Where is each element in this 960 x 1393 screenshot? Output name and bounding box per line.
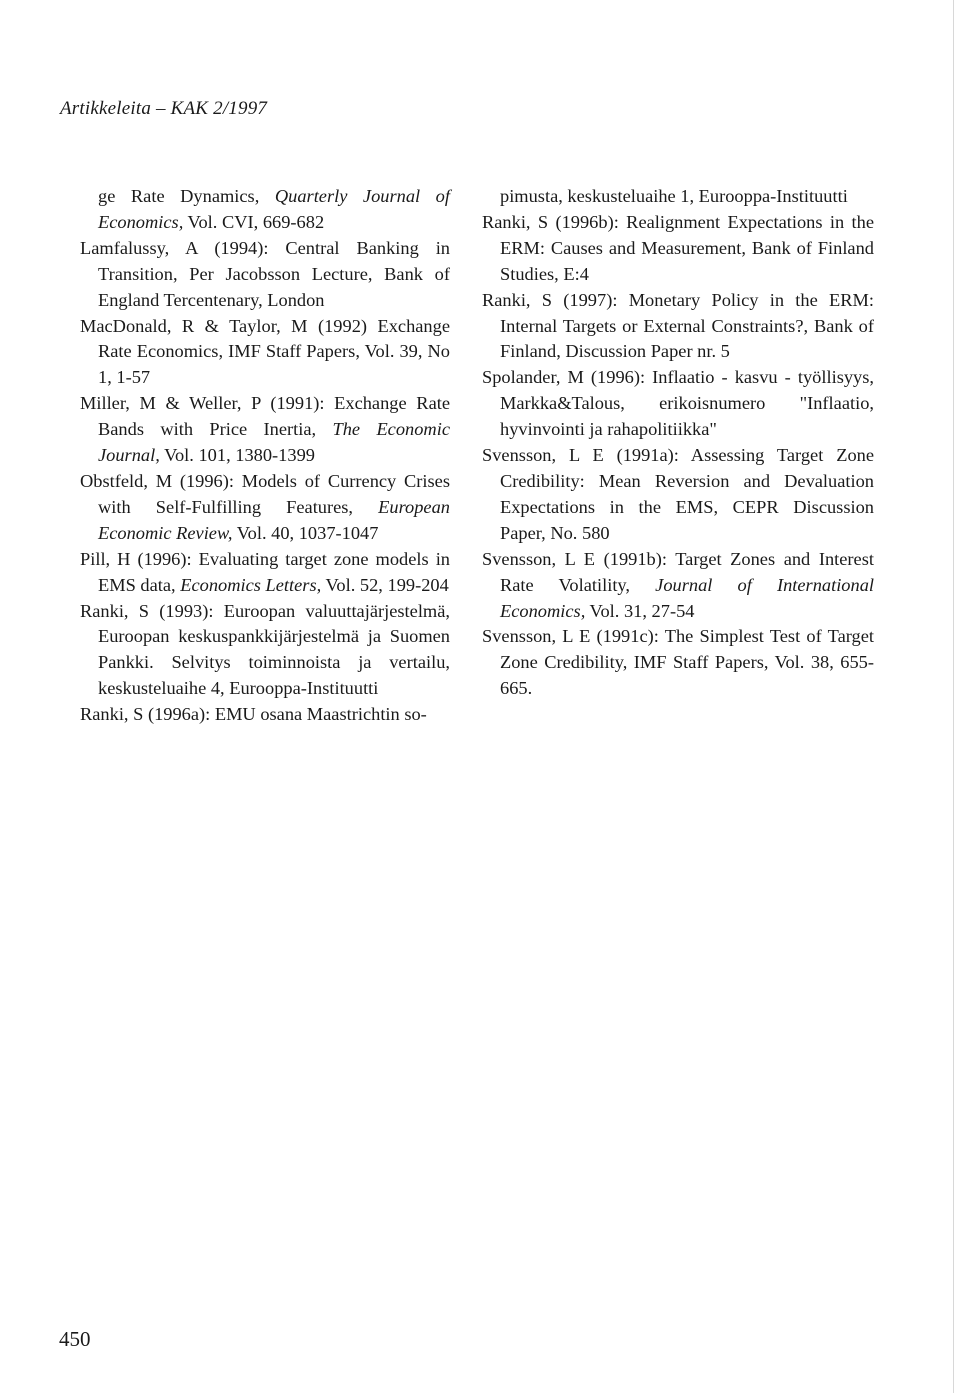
reference-entry: [80, 314, 450, 392]
reference-text: Vol. 40, 1037-1047: [232, 522, 379, 543]
reference-entry: [80, 391, 450, 469]
reference-text: Vol. 101, 1380-1399: [159, 445, 315, 466]
reference-entry: [482, 288, 874, 366]
reference-italic-title: Journal of International Economics,: [500, 574, 875, 621]
reference-text: Ranki, S (1993): Euroopan valuuttajärjestelmä, Euroopan keskuspankkijärjestelmä ja Suomen Pankki. Selvitys toiminnoista ja vertailu, keskusteluaihe 4, Eurooppa-Instituutti: [80, 600, 450, 699]
reference-entry: [482, 365, 874, 443]
page-number: 450: [59, 1327, 91, 1351]
reference-entry: [80, 469, 450, 547]
scan-edge-line: [953, 0, 954, 1393]
reference-text: Vol. 31, 27-54: [585, 600, 695, 621]
reference-entry: [80, 236, 450, 314]
reference-italic-title: European Economic Review,: [98, 496, 450, 543]
reference-entry: [80, 599, 450, 703]
running-head: Artikkeleita – KAK 2/1997: [60, 98, 268, 119]
reference-text: pimusta, keskusteluaihe 1, Eurooppa-Instituutti: [500, 186, 848, 206]
reference-entry: [482, 547, 874, 625]
reference-text: ge Rate Dynamics,: [98, 186, 275, 206]
reference-text: Miller, M & Weller, P (1991): Exchange Rate Bands with Price Inertia,: [80, 393, 450, 440]
reference-entry: [482, 210, 874, 288]
reference-italic-title: Quarterly Journal of Economics,: [98, 186, 450, 232]
reference-text: Ranki, S (1996b): Realignment Expectations in the ERM: Causes and Measurement, Bank of Finland Studies, E:4: [482, 211, 874, 284]
reference-text: Obstfeld, M (1996): Models of Currency Crises with Self-Fulfilling Features,: [80, 470, 450, 517]
reference-text: Spolander, M (1996): Inflaatio - kasvu - työllisyys, Markka&Talous, erikoisnumero "Inflaatio, hyvinvointi ja rahapolitiikka": [482, 367, 874, 440]
reference-text: Svensson, L E (1991b): Target Zones and Interest Rate Volatility,: [482, 548, 874, 595]
reference-text: Svensson, L E (1991a): Assessing Target Zone Credibility: Mean Reversion and Devaluation Expectations in the EMS, CEPR Discussion Paper, No. 580: [482, 445, 874, 543]
reference-italic-title: The Economic Journal,: [98, 419, 450, 466]
reference-text: Ranki, S (1996a): EMU osana Maastrichtin so-: [80, 704, 427, 725]
reference-column-right: [482, 184, 874, 702]
reference-entry: [482, 624, 874, 702]
reference-text: MacDonald, R & Taylor, M (1992) Exchange Rate Economics, IMF Staff Papers, Vol. 39, No 1, 1-57: [80, 315, 450, 388]
reference-italic-title: Economics Letters,: [180, 574, 322, 595]
reference-text: Svensson, L E (1991c): The Simplest Test of Target Zone Credibility, IMF Staff Papers, Vol. 38, 655-665.: [482, 626, 874, 699]
reference-text: Vol. CVI, 669-682: [183, 211, 325, 232]
reference-text: Ranki, S (1997): Monetary Policy in the ERM: Internal Targets or External Constraints?, Bank of Finland, Discussion Paper nr. 5: [482, 289, 874, 362]
reference-continuation: [482, 184, 874, 210]
reference-entry: [80, 702, 450, 728]
reference-text: Pill, H (1996): Evaluating target zone models in EMS data,: [80, 548, 450, 595]
reference-column-left: [80, 184, 450, 728]
reference-text: Lamfalussy, A (1994): Central Banking in Transition, Per Jacobsson Lecture, Bank of England Tercentenary, London: [80, 237, 450, 310]
reference-text: Vol. 52, 199-204: [321, 574, 449, 595]
reference-continuation: [80, 184, 450, 236]
reference-entry: [482, 443, 874, 547]
reference-entry: [80, 547, 450, 599]
